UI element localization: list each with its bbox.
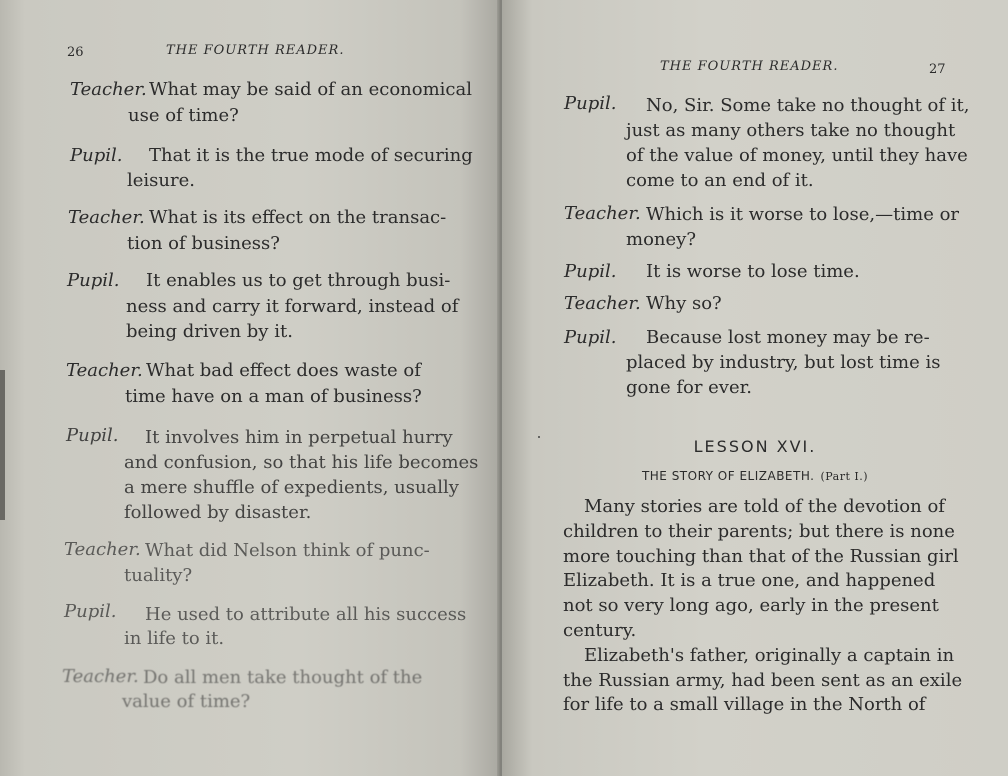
speaker-label: Pupil. <box>67 270 120 291</box>
text-line: That it is the true mode of securing <box>149 145 473 166</box>
speaker-label: Teacher. <box>70 79 147 100</box>
text-line: It involves him in perpetual hurry <box>145 427 453 448</box>
speaker-label: Pupil. <box>66 425 119 446</box>
text-line: in life to it. <box>124 628 225 649</box>
text-line: of the value of money, until they have <box>626 145 968 166</box>
right-page-number: 27 <box>929 62 946 77</box>
text-line: and confusion, so that his life becomes <box>124 452 479 473</box>
text-line: What may be said of an economical <box>149 79 472 100</box>
text-line: Why so? <box>646 293 722 314</box>
left-page-number: 26 <box>67 45 84 60</box>
paragraph-line: Elizabeth's father, originally a captain in <box>584 645 955 666</box>
text-line: money? <box>626 229 696 250</box>
text-line: What is its effect on the transac- <box>149 207 447 228</box>
text-line: tion of business? <box>127 233 280 254</box>
speaker-label: Teacher. <box>564 203 641 224</box>
text-line: being driven by it. <box>126 321 293 342</box>
right-page <box>502 0 1008 776</box>
left-running-head: THE FOURTH READER. <box>166 43 345 58</box>
text-line: placed by industry, but lost time is <box>626 352 941 373</box>
speaker-label: Teacher. <box>68 207 145 228</box>
text-line: gone for ever. <box>626 377 752 398</box>
story-title-text: THE STORY OF ELIZABETH. <box>641 469 815 483</box>
speaker-label: Teacher. <box>66 360 143 381</box>
speaker-label: Teacher. <box>564 293 641 314</box>
text-line: It is worse to lose time. <box>646 261 860 282</box>
text-line: use of time? <box>128 105 239 126</box>
text-line: ness and carry it forward, instead of <box>126 296 459 317</box>
story-title <box>502 469 1008 483</box>
speaker-label: Pupil. <box>64 601 117 622</box>
page-edge-shadow <box>0 370 5 520</box>
right-running-head: THE FOURTH READER. <box>660 59 839 74</box>
text-line: come to an end of it. <box>626 170 814 191</box>
text-line: time have on a man of business? <box>125 386 422 407</box>
speaker-label: Teacher. <box>62 666 139 687</box>
speaker-label: Pupil. <box>70 145 123 166</box>
speaker-label: Pupil. <box>564 261 617 282</box>
text-line: What bad effect does waste of <box>146 360 421 381</box>
text-line: Because lost money may be re- <box>646 327 930 348</box>
text-line: leisure. <box>127 170 195 191</box>
text-line: Do all men take thought of the <box>143 667 423 688</box>
paragraph-line: century. <box>563 620 637 641</box>
text-line: value of time? <box>122 691 251 712</box>
speaker-label: Teacher. <box>64 539 141 560</box>
text-line: What did Nelson think of punc- <box>145 540 430 561</box>
paragraph-line: more touching than that of the Russian girl <box>563 546 959 567</box>
paragraph-line: not so very long ago, early in the present <box>563 595 939 616</box>
lesson-heading: LESSON XVI. <box>693 437 817 456</box>
paragraph-line: for life to a small village in the North of <box>563 694 926 715</box>
text-line: followed by disaster. <box>124 502 312 523</box>
text-line: It enables us to get through busi- <box>146 270 451 291</box>
speaker-label: Pupil. <box>564 327 617 348</box>
speaker-label: Pupil. <box>564 93 617 114</box>
text-line: tuality? <box>124 565 193 586</box>
paragraph-line: Many stories are told of the devotion of <box>584 496 945 517</box>
text-line: He used to attribute all his success <box>145 604 467 625</box>
text-line: No, Sir. Some take no thought of it, <box>646 95 970 116</box>
paragraph-line: Elizabeth. It is a true one, and happened <box>563 570 936 591</box>
paragraph-line: the Russian army, had been sent as an exile <box>563 670 963 691</box>
text-line: a mere shuffle of expedients, usually <box>124 477 459 498</box>
story-part-label: (Part I.) <box>820 470 869 483</box>
paragraph-line: children to their parents; but there is none <box>563 521 955 542</box>
text-line: just as many others take no thought <box>626 120 956 141</box>
left-page <box>0 0 500 776</box>
text-line: Which is it worse to lose,—time or <box>646 204 960 225</box>
